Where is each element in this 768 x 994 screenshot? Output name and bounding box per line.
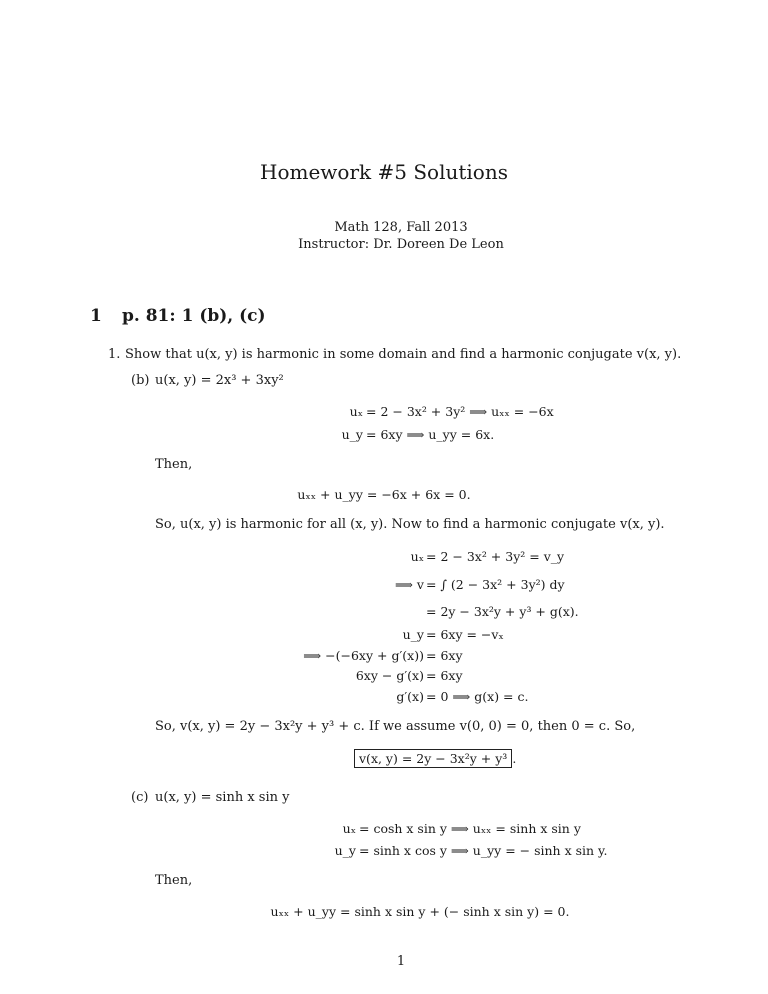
answer-period: . [512, 751, 517, 766]
b-d4-rhs: = 6xy = −vₓ [426, 627, 504, 642]
b-d1-rhs: = 2 − 3x² + 3y² = v_y [426, 549, 565, 564]
b-eq1-rhs: = 2 − 3x² + 3y² ⟹ uₓₓ = −6x [366, 404, 554, 419]
b-d7-rhs: = 0 ⟹ g(x) = c. [426, 689, 529, 704]
document-title: Homework #5 Solutions [260, 160, 508, 184]
part-c-then: Then, [155, 873, 193, 888]
part-c-laplace: uₓₓ + u_yy = sinh x sin y + (− sinh x sin y) = 0. [270, 904, 570, 919]
part-b-laplace: uₓₓ + u_yy = −6x + 6x = 0. [297, 487, 471, 502]
part-b-given: u(x, y) = 2x³ + 3xy² [155, 373, 284, 388]
b-eq2-rhs: = 6xy ⟹ u_yy = 6x. [366, 427, 495, 442]
problem-number: 1. [108, 347, 121, 362]
course-line: Math 128, Fall 2013 [334, 220, 468, 235]
problem-statement: Show that u(x, y) is harmonic in some domain and find a harmonic conjugate v(x, y). [125, 347, 682, 362]
b-d2-rhs: = ∫ (2 − 3x² + 3y²) dy [426, 577, 565, 592]
boxed-answer: v(x, y) = 2y − 3x²y + y³ [354, 749, 512, 768]
part-b-so1: So, u(x, y) is harmonic for all (x, y). Now to find a harmonic conjugate v(x, y). [155, 517, 665, 532]
part-b-so2: So, v(x, y) = 2y − 3x²y + y³ + c. If we assume v(0, 0) = 0, then 0 = c. So, [155, 719, 636, 734]
part-b-label: (b) [131, 373, 150, 388]
instructor-line: Instructor: Dr. Doreen De Leon [298, 237, 504, 252]
section-title: p. 81: 1 (b), (c) [122, 306, 266, 326]
section-number: 1 [90, 306, 102, 326]
part-c-given: u(x, y) = sinh x sin y [155, 790, 290, 805]
part-b-then: Then, [155, 457, 193, 472]
part-c-label: (c) [131, 790, 149, 805]
b-d5-rhs: = 6xy [426, 648, 463, 663]
c-eq1-rhs: = cosh x sin y ⟹ uₓₓ = sinh x sin y [359, 821, 581, 836]
c-eq2-rhs: = sinh x cos y ⟹ u_yy = − sinh x sin y. [359, 843, 608, 858]
b-d3-rhs: = 2y − 3x²y + y³ + g(x). [426, 604, 579, 619]
part-b-answer-row [354, 751, 516, 766]
b-d6-rhs: = 6xy [426, 668, 463, 683]
page-number: 1 [396, 954, 406, 969]
